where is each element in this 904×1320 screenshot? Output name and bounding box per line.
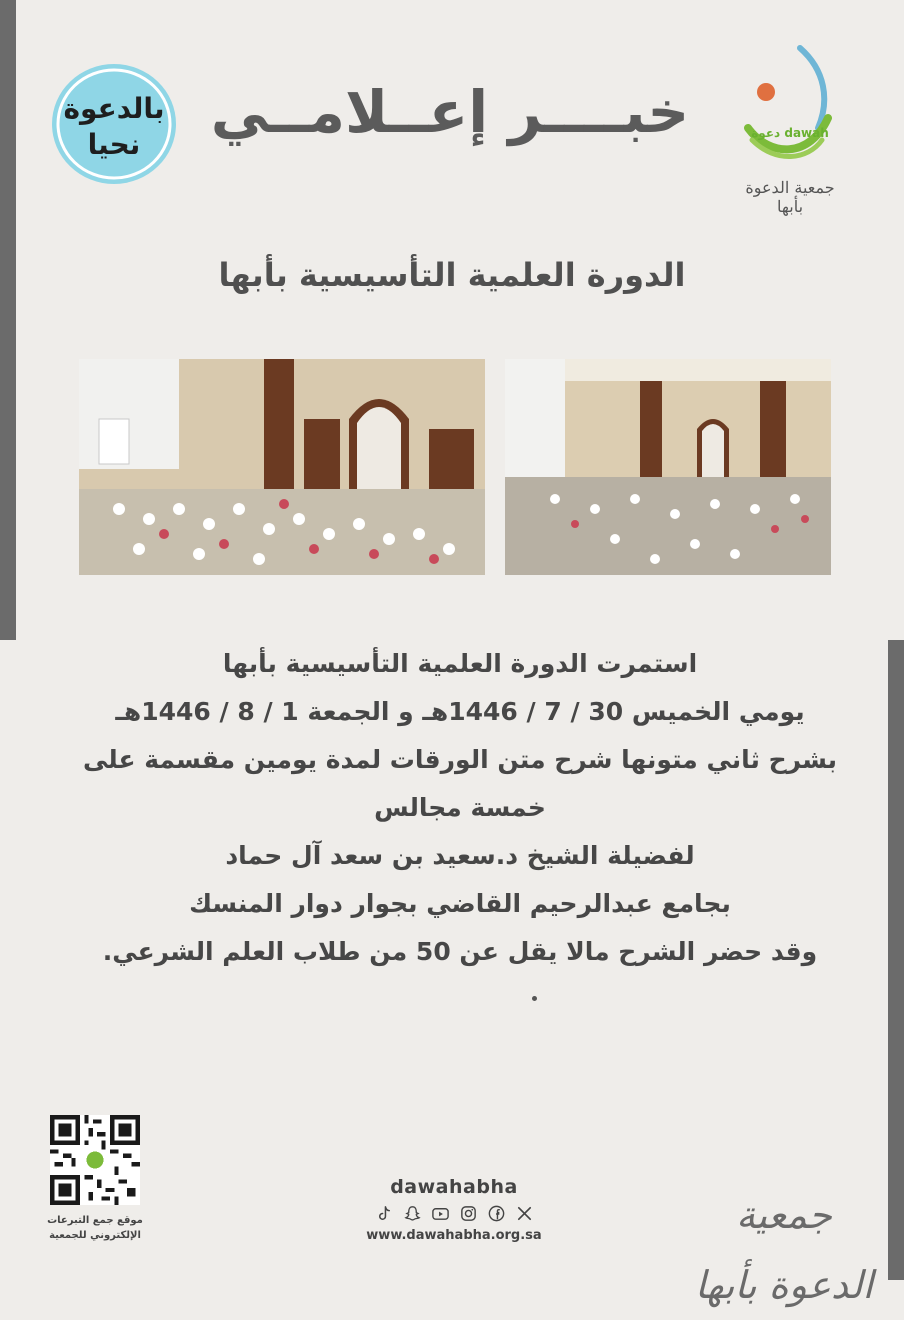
dawah-live-badge-logo bbox=[44, 60, 180, 186]
instagram-icon[interactable] bbox=[459, 1204, 478, 1223]
body-line: بجامع عبدالرحيم القاضي بجوار دوار المنسك bbox=[189, 889, 731, 918]
body-line: لفضيلة الشيخ د.سعيد بن سعد آل حماد bbox=[225, 841, 695, 870]
body-line: يومي الخميس 30 / 7 / 1446هـ و الجمعة 1 / 8 / 1446هـ bbox=[115, 697, 805, 726]
tiktok-icon[interactable] bbox=[375, 1204, 394, 1223]
news-body bbox=[60, 640, 860, 976]
body-line: استمرت الدورة العلمية التأسيسية بأبها bbox=[222, 649, 698, 678]
event-title: الدورة العلمية التأسيسية بأبها bbox=[218, 256, 686, 294]
right-accent-bar bbox=[888, 640, 904, 1280]
org-brand-text: دعوة dawah bbox=[751, 126, 829, 140]
qr-caption-line2: الإلكتروني للجمعية bbox=[49, 1230, 141, 1241]
left-accent-bar bbox=[0, 0, 16, 640]
website-link[interactable]: www.dawahabha.org.sa bbox=[366, 1228, 542, 1243]
facebook-icon[interactable] bbox=[487, 1204, 506, 1223]
donation-qr-code[interactable] bbox=[50, 1115, 140, 1205]
snapchat-icon[interactable] bbox=[403, 1204, 422, 1223]
dawah-org-logo bbox=[730, 40, 850, 216]
mosque-lecture-photo-1 bbox=[79, 359, 485, 575]
body-line: وقد حضر الشرح مالا يقل عن 50 من طلاب العلم الشرعي. bbox=[102, 937, 818, 966]
badge-text-line1: بالدعوة bbox=[63, 92, 165, 125]
decorative-dot bbox=[532, 996, 537, 1001]
org-signature-calligraphy: جمعية الدعوة بأبها bbox=[694, 1193, 874, 1307]
x-icon[interactable] bbox=[515, 1204, 534, 1223]
mosque-lecture-photo-2 bbox=[505, 359, 831, 575]
social-handle: dawahabha bbox=[390, 1176, 518, 1198]
qr-caption bbox=[34, 1213, 156, 1243]
qr-caption-line1: موقع جمع التبرعات bbox=[47, 1215, 143, 1226]
badge-text-line2: نحيا bbox=[87, 128, 141, 161]
youtube-icon[interactable] bbox=[431, 1204, 450, 1223]
social-icons-row bbox=[366, 1204, 542, 1226]
org-name-text: جمعية الدعوة بأبها bbox=[745, 178, 835, 216]
body-line: بشرح ثاني متونها شرح متن الورقات لمدة يومين مقسمة على خمسة مجالس bbox=[82, 745, 838, 822]
page-headline: خبــــر إعــلامــي bbox=[210, 78, 690, 146]
